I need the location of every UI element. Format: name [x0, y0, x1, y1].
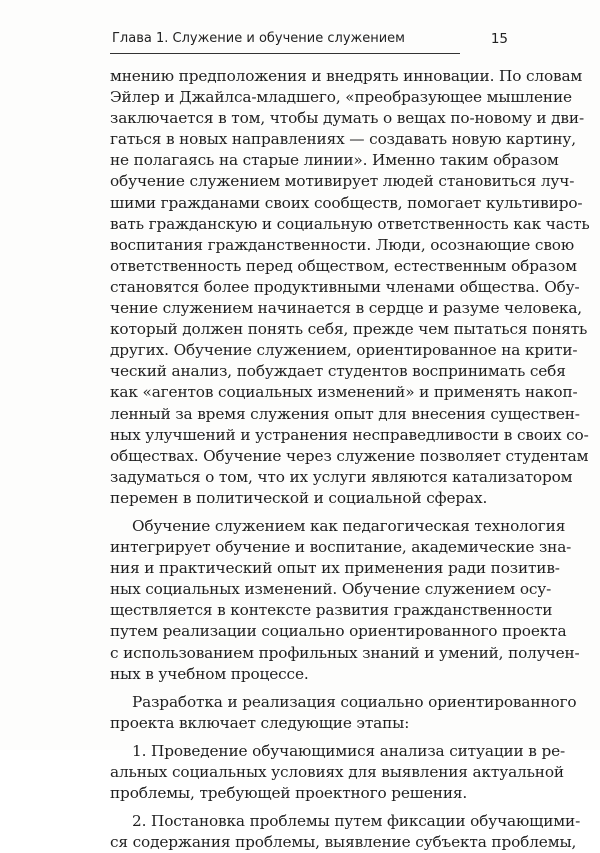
- text-line: ся содержания проблемы, выявление субъекта проблемы,: [110, 833, 577, 852]
- text-line: чение служением начинается в сердце и разуме человека,: [110, 299, 583, 318]
- text-line: проекта включает следующие этапы:: [110, 713, 410, 732]
- text-line: вать гражданскую и социальную ответственность как часть: [110, 214, 590, 233]
- text-line: шими гражданами своих сообществ, помогает культивиро-: [110, 193, 583, 212]
- text-line: Эйлер и Джайлса-младшего, «преобразующее мышление: [110, 88, 572, 107]
- text-line: 1. Проведение обучающимися анализа ситуации в ре-: [132, 741, 566, 760]
- text-line: проблемы, требующей проектного решения.: [110, 784, 468, 803]
- text-line: мнению предположения и внедрять инновации. По словам: [110, 67, 583, 85]
- text-line: ответственность перед обществом, естественным образом: [110, 256, 577, 275]
- text-line: заключается в том, чтобы думать о вещах по-новому и дви-: [110, 109, 584, 128]
- text-line: ния и практический опыт их применения ради позитив-: [110, 559, 560, 578]
- page-number: 15: [490, 31, 508, 47]
- text-line: воспитания гражданственности. Люди, осознающие свою: [110, 235, 575, 254]
- text-line: который должен понять себя, прежде чем пытаться понять: [110, 320, 588, 339]
- text-line: как «агентов социальных изменений» и применять накоп-: [110, 383, 578, 402]
- running-head: [110, 31, 510, 53]
- paragraph: [110, 516, 580, 685]
- text-line: обучение служением мотивирует людей становиться луч-: [110, 172, 575, 191]
- body-text: [110, 66, 590, 853]
- text-line: интегрирует обучение и воспитание, академические зна-: [110, 538, 572, 557]
- text-line: не полагаясь на старые линии». Именно таким образом: [110, 151, 559, 170]
- text-line: путем реализации социально ориентированного проекта: [110, 622, 567, 641]
- text-line: Обучение служением как педагогическая технология: [132, 516, 566, 535]
- text-line: Разработка и реализация социально ориентированного: [132, 692, 577, 711]
- text-line: становятся более продуктивными членами общества. Обу-: [110, 277, 580, 296]
- text-line: задуматься о том, что их услуги являются катализатором: [110, 467, 573, 486]
- text-line: 2. Постановка проблемы путем фиксации обучающими-: [132, 812, 581, 831]
- text-line: ческий анализ, побуждает студентов воспринимать себя: [110, 362, 566, 381]
- text-line: других. Обучение служением, ориентированное на крити-: [110, 341, 578, 360]
- paragraph: [110, 811, 581, 853]
- text-line: ных улучшений и устранения несправедливости в своих со-: [110, 425, 589, 444]
- paragraph: [110, 741, 566, 804]
- text-line: ществляется в контексте развития гражданственности: [110, 601, 553, 620]
- header-rule: [110, 53, 460, 54]
- text-line: перемен в политической и социальной сферах.: [110, 488, 488, 507]
- text-line: ных социальных изменений. Обучение служением осу-: [110, 580, 552, 599]
- text-line: ных в учебном процессе.: [110, 664, 309, 683]
- running-title: Глава 1. Служение и обучение служением: [112, 31, 405, 46]
- text-line: с использованием профильных знаний и умений, получен-: [110, 643, 580, 662]
- paragraph: [110, 692, 577, 734]
- text-line: гаться в новых направлениях — создавать новую картину,: [110, 130, 576, 149]
- text-line: альных социальных условиях для выявления актуальной: [110, 763, 564, 781]
- paragraph: [110, 66, 590, 509]
- text-line: обществах. Обучение через служение позволяет студентам: [110, 446, 589, 465]
- text-line: ленный за время служения опыт для внесения существен-: [110, 404, 580, 423]
